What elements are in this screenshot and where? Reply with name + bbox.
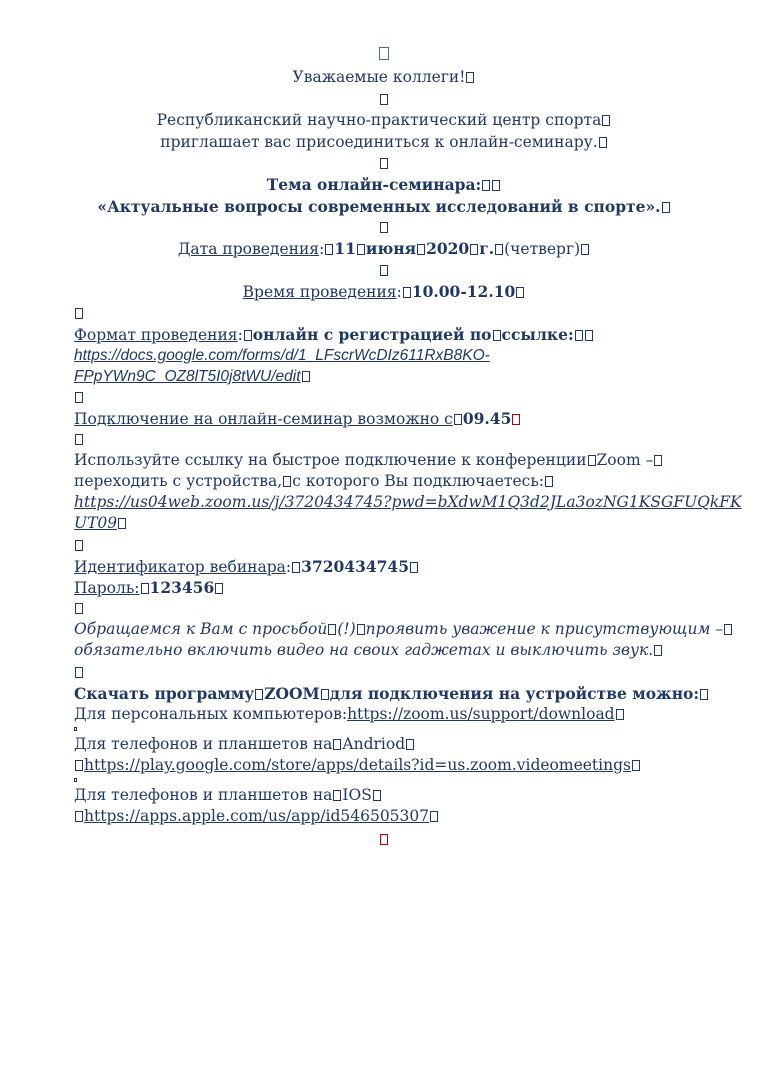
webinar-id-label: Идентификатор вебинара: [74, 558, 286, 576]
request-text-1a: Обращаемся к Вам с просьбой: [74, 620, 328, 638]
zoom-url-line-2[interactable]: [0, 513, 768, 534]
empty-paragraph: [0, 662, 768, 683]
format-value: онлайн с регистрацией по: [252, 325, 492, 344]
greeting: [0, 67, 768, 88]
intro-line-2: [0, 132, 768, 153]
empty-paragraph: [0, 387, 768, 408]
ios-line: [0, 785, 768, 806]
date-month: июня: [365, 239, 417, 258]
topic-label: Тема онлайн-семинара:: [0, 174, 768, 195]
download-heading-c: для подключения на устройстве можно:: [329, 684, 700, 703]
date-year: 2020: [426, 239, 470, 258]
request-text-1c: проявить уважение к присутствующим –: [365, 620, 724, 638]
empty-paragraph: [0, 535, 768, 556]
time-line: Время проведения: 10.00-12.10: [0, 281, 768, 303]
date-weekday: (четверг): [504, 240, 581, 258]
intro-text-2: приглашает вас присоединиться к онлайн-семинару.: [160, 133, 598, 151]
webinar-id-line: Идентификатор вебинара: 3720434745: [0, 556, 768, 578]
download-heading-b: ZOOM: [264, 684, 320, 703]
time-value: 10.00-12.10: [411, 282, 516, 301]
empty-paragraph: [0, 429, 768, 450]
pc-download-link[interactable]: https://zoom.us/support/download: [347, 705, 615, 723]
zoom-url-1[interactable]: https://us04web.zoom.us/j/3720434745?pwd=bXdwM1Q3d2JLa3ozNG1KSGFUQkFK: [74, 493, 742, 511]
request-line-1: [0, 619, 768, 640]
empty-paragraph: [0, 89, 768, 110]
empty-paragraph: [0, 260, 768, 281]
zoom-instruction-text-2b: с которого Вы подключаетесь:: [292, 472, 545, 490]
format-value-2: ссылке: [501, 325, 568, 344]
zoom-instruction-text-2: переходить с устройства,: [74, 472, 283, 490]
zoom-instruction-line-2: [0, 471, 768, 492]
android-label: Для телефонов и планшетов на: [74, 735, 333, 753]
date-year-suffix: г.: [479, 239, 495, 258]
zoom-instruction-line-1: [0, 450, 768, 471]
ios-url-line: [0, 806, 768, 827]
android-download-link[interactable]: https://play.google.com/store/apps/details?id=us.zoom.videomeetings: [84, 756, 631, 774]
request-line-2: [0, 640, 768, 661]
android-os: Andriod: [342, 735, 406, 753]
password-value: 123456: [149, 578, 215, 597]
ios-label: Для телефонов и планшетов на: [74, 786, 333, 804]
zoom-url-2[interactable]: UT09: [74, 514, 118, 532]
greeting-text: Уважаемые коллеги!: [292, 68, 466, 86]
small-empty-paragraph: [0, 722, 768, 731]
ios-os: IOS: [342, 786, 372, 804]
password-label: Пароль:: [74, 579, 140, 597]
android-line: [0, 734, 768, 755]
pc-download-label: Для персональных компьютеров:: [74, 705, 348, 723]
request-text-1b: (!): [337, 620, 356, 638]
end-paragraph-mark: [0, 829, 768, 850]
connect-line: [0, 408, 768, 430]
zoom-instruction-text-1b: Zoom –: [596, 451, 654, 469]
time-label: Время проведения: [242, 283, 397, 301]
ios-download-link[interactable]: https://apps.apple.com/us/app/id546505307: [84, 807, 430, 825]
zoom-instruction-text-1: Используйте ссылку на быстрое подключение к конференции: [74, 451, 587, 469]
format-line: Формат проведения: онлайн с регистрацией по ссылке:: [0, 324, 768, 346]
small-empty-paragraph: [0, 773, 768, 782]
intro-line-1: [0, 110, 768, 131]
empty-paragraph: [0, 217, 768, 238]
request-text-2: обязательно включить видео на своих гаджетах и выключить звук.: [74, 641, 654, 659]
webinar-id-value: 3720434745: [301, 557, 410, 576]
date-line: Дата проведения: 11 июня 2020 г. (четверг): [0, 238, 768, 260]
registration-link-line-2[interactable]: [0, 366, 768, 387]
empty-paragraph: [0, 44, 768, 65]
registration-link-1[interactable]: https://docs.google.com/forms/d/1_LFscrWcDIz611RxB8KO-: [74, 347, 490, 364]
empty-paragraph: [0, 153, 768, 174]
date-label: Дата проведения: [177, 240, 320, 258]
connect-time: 09.45: [462, 409, 512, 428]
intro-text-1: Республиканский научно-практический центр спорта: [156, 111, 602, 129]
format-label: Формат проведения: [74, 326, 238, 344]
topic-label-text: Тема онлайн-семинара: [266, 175, 476, 194]
password-line: [0, 577, 768, 599]
empty-paragraph: [0, 598, 768, 619]
download-heading: [0, 683, 768, 704]
zoom-url-line-1[interactable]: [0, 492, 768, 513]
empty-paragraph: [0, 303, 768, 324]
registration-link-line-1[interactable]: [0, 345, 768, 366]
topic-title: [0, 196, 768, 217]
date-day: 11: [334, 239, 356, 258]
topic-title-text: «Актуальные вопросы современных исследований в спорте».: [97, 197, 661, 216]
connect-text: Подключение на онлайн-семинар возможно с: [74, 410, 453, 428]
download-heading-a: Скачать программу: [74, 684, 255, 703]
registration-link-2[interactable]: FPpYWn9C_OZ8lT5I0j8tWU/edit: [74, 368, 301, 385]
